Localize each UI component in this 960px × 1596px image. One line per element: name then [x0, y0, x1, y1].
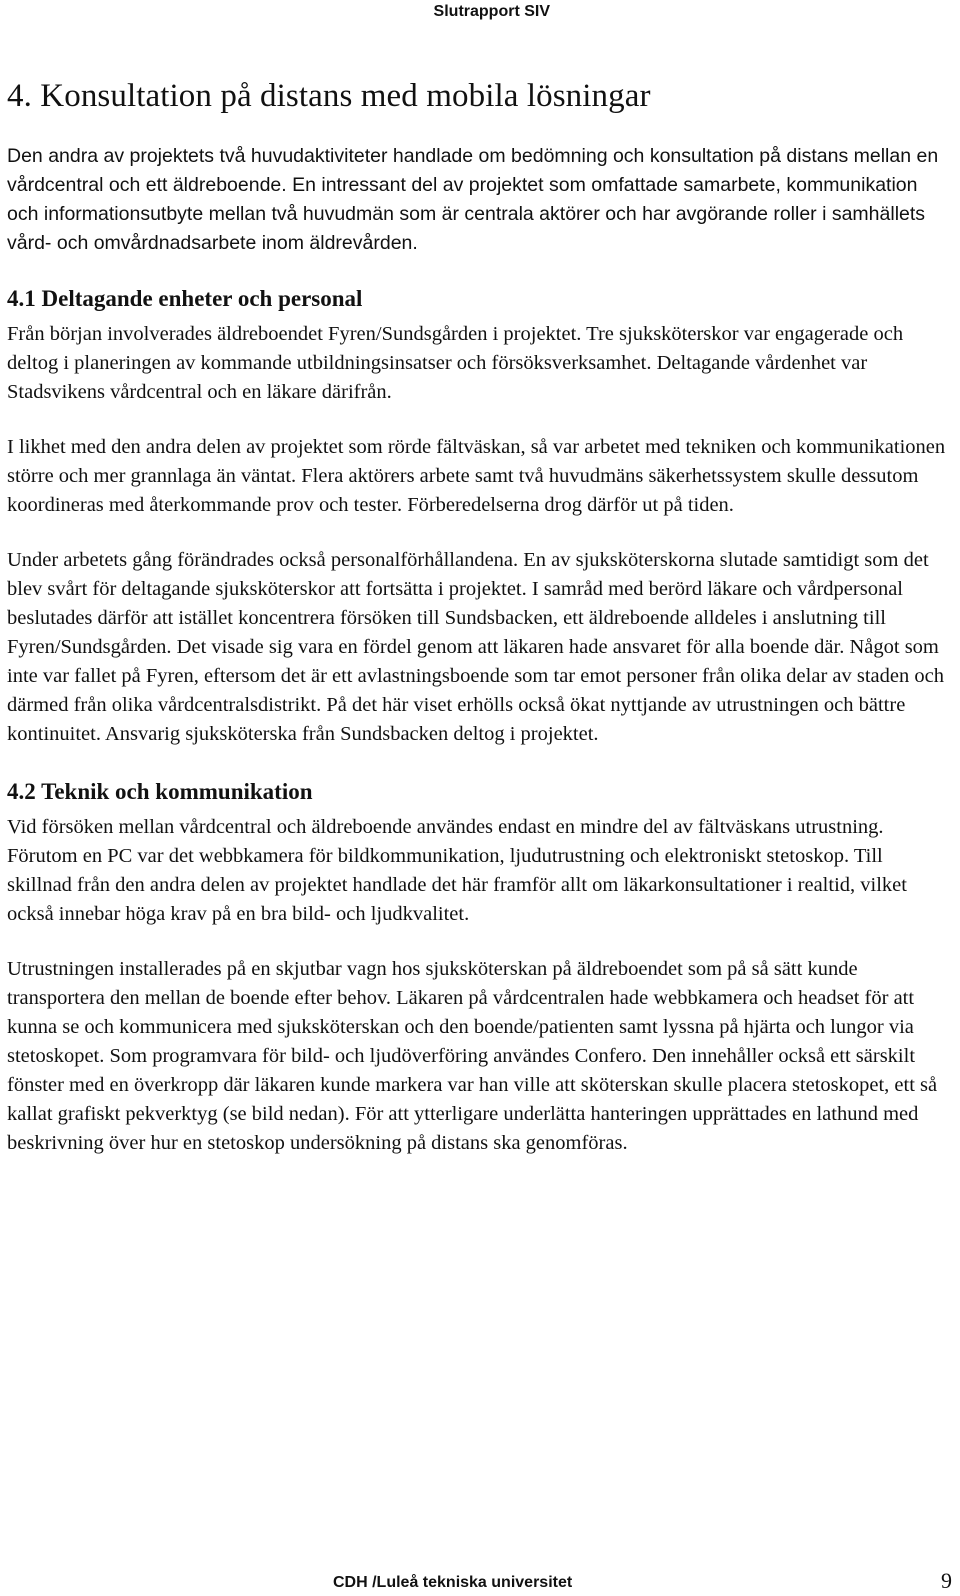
paragraph-4-2-1: Vid försöken mellan vårdcentral och äldreboende användes endast en mindre del av fältväskans utrustning. Förutom en PC var det webbkamera för bildkommunikation, ljudutrustning och elektroniskt stetoskop. Till skillnad från den andra delen av projektet handlade det här framför allt om läkarkonsultationer i realtid, vilket också innebar höga krav på en bra bild- och ljudkvalitet. — [7, 816, 907, 925]
subsection-heading-4-1: 4.1 Deltagande enheter och personal — [7, 286, 363, 311]
running-header: Slutrapport SIV — [433, 3, 550, 20]
intro-paragraph: Den andra av projektets två huvudaktiviteter handlade om bedömning och konsultation på distans mellan en vårdcentral och ett äldreboende. En intressant del av projektet som omfattade samarbete, kommunikation och informationsutbyte mellan två huvudmän som är centrala aktörer och har avgörande roller i samhällets vård- och omvårdnadsarbete inom äldrevården. — [7, 145, 939, 254]
subsection-heading-4-2: 4.2 Teknik och kommunikation — [7, 779, 313, 804]
paragraph-4-1-3: Under arbetets gång förändrades också personalförhållandena. En av sjuksköterskorna slutade samtidigt som det blev svårt för deltagande sjuksköterskor att fortsätta i projektet. I samråd med berörd läkare och vårdpersonal beslutades därför att istället koncentrera försöken till Sundsbacken, ett äldreboende alldeles i anslutning till Fyren/Sundsgården. Det visade sig vara en fördel genom att läkaren hade ansvaret för alla boende där. Något som inte var fallet på Fyren, eftersom det är ett avlastningsboende som tar emot personer från olika delar av staden och därmed från olika vårdcentralsdistrikt. På det här viset erhölls också ökat nyttjande av utrustningen och bättre kontinuitet. Ansvarig sjuksköterska från Sundsbacken deltog i projektet. — [7, 549, 944, 745]
footer-institution: CDH /Luleå tekniska universitet — [333, 1574, 573, 1591]
paragraph-4-1-1: Från början involverades äldreboendet Fyren/Sundsgården i projektet. Tre sjuksköterskor var engagerade och deltog i planeringen av kommande utbildningsinsatser och försöksverksamhet. Deltagande vårdenhet var Stadsvikens vårdcentral och en läkare därifrån. — [7, 323, 904, 403]
section-heading: 4. Konsultation på distans med mobila lösningar — [7, 78, 651, 114]
page-content — [7, 70, 952, 1184]
page-number: 9 — [941, 1568, 952, 1593]
paragraph-4-1-2: I likhet med den andra delen av projektet som rörde fältväskan, så var arbetet med tekniken och kommunikationen större och mer grannlaga än väntat. Flera aktörers arbete samt två huvudmäns säkerhetssystem skulle dessutom koordineras med återkommande prov och tester. Förberedelserna drog därför ut på tiden. — [7, 436, 946, 516]
paragraph-4-2-2: Utrustningen installerades på en skjutbar vagn hos sjuksköterskan på äldreboendet som på så sätt kunde transportera den mellan de boende efter behov. Läkaren på vårdcentralen hade webbkamera och headset för att kunna se och kommunicera med sjuksköterskan och den boende/patienten samt lyssna på hjärta och lungor via stetoskopet. Som programvara för bild- och ljudöverföring användes Confero. Den innehåller också ett särskilt fönster med en överkropp där läkaren kunde markera var han ville att sköterskan skulle placera stetoskopet, ett så kallat grafiskt pekverktyg (se bild nedan). För att ytterligare underlätta hanteringen upprättades en lathund med beskrivning över hur en stetoskop undersökning på distans ska genomföras. — [7, 958, 938, 1154]
